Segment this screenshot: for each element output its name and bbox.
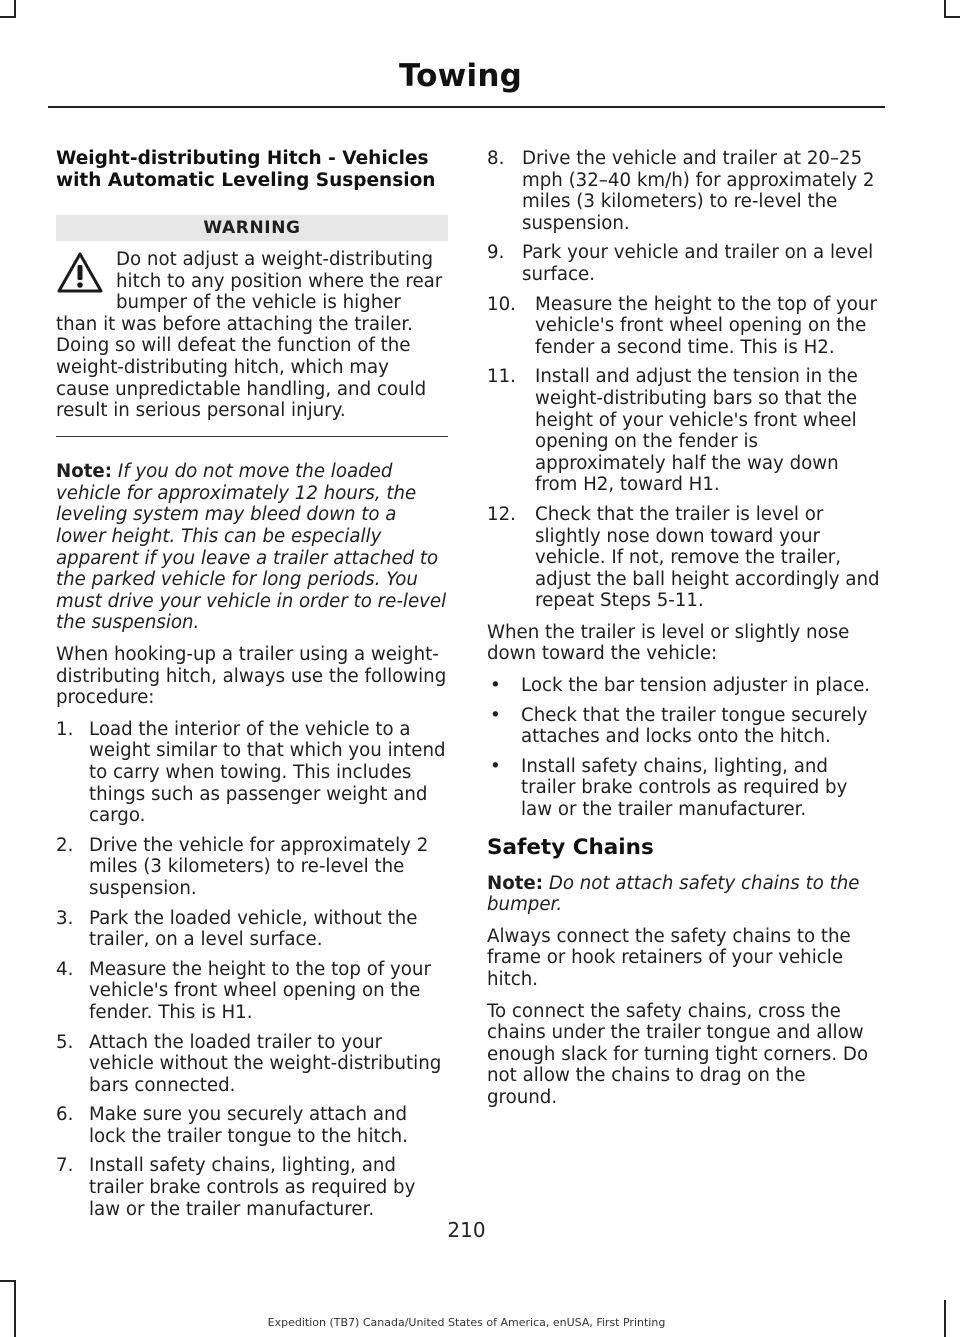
header-rule [48, 106, 885, 108]
bullet-mark: • [490, 675, 501, 697]
note-text: Do not attach safety chains to the bumper. [487, 872, 860, 916]
step-number: 3. [56, 907, 74, 929]
crop-mark [14, 0, 16, 16]
crop-mark [944, 0, 946, 16]
list-item [487, 148, 881, 234]
step-number: 4. [56, 958, 74, 980]
crop-mark [944, 16, 960, 18]
note-label: Note: [56, 461, 113, 483]
section-heading: Weight-distributing Hitch - Vehicles with Automatic Leveling Suspension [56, 148, 436, 191]
safety-chains-heading: Safety Chains [487, 834, 654, 860]
step-text: Load the interior of the vehicle to a weight similar to that which you intend to carry when towing. This includes things such as passenger weight and cargo. [89, 718, 446, 827]
safety-note [487, 873, 881, 916]
right-column [487, 148, 881, 1119]
note [56, 461, 448, 634]
warning-label: WARNING [56, 215, 448, 241]
safety-paragraph-2: To connect the safety chains, cross the chains under the trailer tongue and allow enough slack for turning tight corners. Do not allow the chains to drag on the ground. [487, 1000, 869, 1108]
left-column [56, 148, 448, 1230]
list-item [487, 756, 881, 821]
step-text: Make sure you securely attach and lock the trailer tongue to the hitch. [89, 1104, 408, 1147]
page-number: 210 [447, 1218, 486, 1242]
procedure-intro: When hooking-up a trailer using a weight-distributing hitch, always use the following procedure: [56, 644, 447, 709]
step-number: 11. [487, 366, 516, 388]
step-text: Drive the vehicle for approximately 2 miles (3 kilometers) to re-level the suspension. [89, 834, 429, 899]
step-number: 8. [487, 148, 505, 169]
step-text: Install and adjust the tension in the weight-distributing bars so that the height of your vehicle's front wheel opening on the fender is approximately half the way down from H2, toward H1. [535, 366, 858, 496]
bullet-text: Check that the trailer tongue securely attaches and locks onto the hitch. [521, 704, 868, 748]
step-text: Park the loaded vehicle, without the trailer, on a level surface. [89, 907, 418, 951]
bullet-text: Install safety chains, lighting, and trailer brake controls as required by law or the trailer manufacturer. [521, 755, 848, 821]
warning-box [56, 215, 448, 437]
list-item [56, 959, 448, 1024]
step-text: Drive the vehicle and trailer at 20–25 mph (32–40 km/h) for approximately 2 miles (3 kilometers) to re-level the suspension. [522, 148, 875, 234]
warning-rule [56, 436, 448, 438]
list-item [56, 835, 448, 900]
bullet-text: Lock the bar tension adjuster in place. [521, 675, 871, 697]
step-number: 10. [487, 293, 516, 315]
step-number: 5. [56, 1031, 74, 1053]
list-item [487, 294, 881, 359]
step-text: Park your vehicle and trailer on a level surface. [522, 242, 874, 285]
step-text: Check that the trailer is level or slightly nose down toward your vehicle. If not, remove the trailer, adjust the ball height accordingly and repeat Steps 5-11. [535, 503, 880, 612]
crop-mark [0, 16, 16, 18]
list-item [487, 705, 881, 748]
safety-paragraph-1: Always connect the safety chains to the frame or hook retainers of your vehicle hitch. [487, 925, 851, 990]
step-number: 1. [56, 718, 74, 740]
page-header-title: Towing [398, 58, 522, 94]
list-item [56, 1032, 448, 1097]
step-text: Attach the loaded trailer to your vehicle without the weight-distributing bars connected. [89, 1031, 442, 1096]
step-number: 7. [56, 1155, 74, 1177]
step-text: Measure the height to the top of your vehicle's front wheel opening on the fender. This is H1. [89, 958, 431, 1023]
bullet-mark: • [490, 755, 501, 777]
footer-text: Expedition (TB7) Canada/United States of America, enUSA, First Printing [267, 1316, 666, 1329]
step-number: 2. [56, 834, 74, 856]
list-item [56, 1155, 448, 1220]
note-label: Note: [487, 872, 544, 894]
step-number: 12. [487, 503, 516, 525]
list-item [487, 242, 881, 285]
warning-triangle-icon [56, 251, 104, 295]
bullet-mark: • [490, 704, 501, 726]
step-text: Install safety chains, lighting, and trailer brake controls as required by law or the trailer manufacturer. [89, 1155, 416, 1220]
list-item [56, 719, 448, 827]
warning-body [56, 249, 448, 422]
procedure-steps-right [487, 148, 881, 612]
list-item [487, 504, 881, 612]
note-text: If you do not move the loaded vehicle for approximately 12 hours, the leveling system may bleed down to a lower height. This can be especially apparent if you leave a trailer attached to the parked vehicle for long periods. You must drive your vehicle in order to re-level the suspension. [56, 461, 447, 634]
warning-text: Do not adjust a weight-distributing hitch to any position where the rear bumper of the vehicle is higher than it was before attaching the trailer. Doing so will defeat the function of the weight-distributing hitch, which may cause unpredictable handling, and could result in serious personal injury. [56, 249, 443, 422]
crop-mark [0, 1280, 16, 1282]
step-text: Measure the height to the top of your vehicle's front wheel opening on the fender a second time. This is H2. [535, 293, 877, 358]
list-item [487, 366, 881, 496]
procedure-steps-left [56, 719, 448, 1220]
level-intro: When the trailer is level or slightly nose down toward the vehicle: [487, 621, 850, 665]
step-number: 6. [56, 1104, 74, 1126]
bullet-list [487, 675, 881, 821]
list-item [487, 675, 881, 697]
crop-mark [944, 1300, 946, 1337]
step-number: 9. [487, 242, 505, 264]
list-item [56, 908, 448, 951]
list-item [56, 1104, 448, 1147]
